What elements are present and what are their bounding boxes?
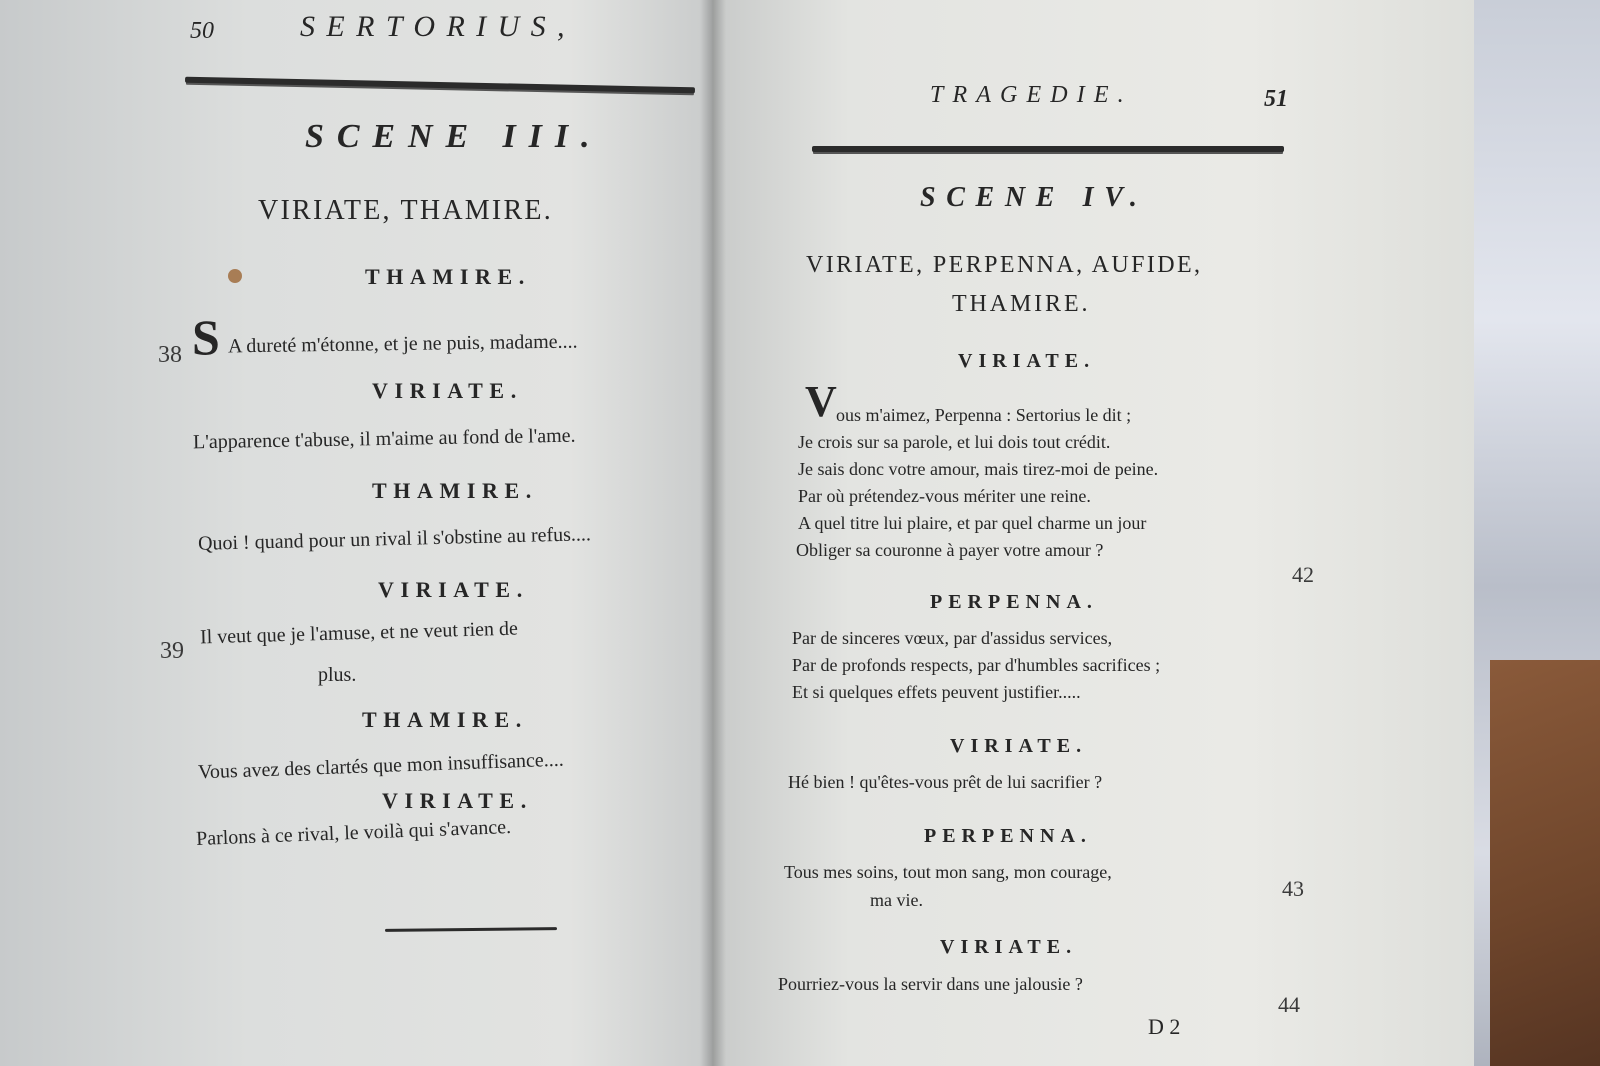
- scene-end-rule: [385, 927, 557, 932]
- verse-line: Par de sinceres vœux, par d'assidus services,: [792, 628, 1113, 648]
- margin-number: 44: [1278, 992, 1300, 1017]
- scene-title-right: SCENE IV.: [920, 182, 1148, 213]
- page-number-left: 50: [190, 18, 214, 44]
- speaker: VIRIATE.: [382, 788, 533, 813]
- header-rule-right: [812, 146, 1284, 152]
- verse-line: Vous avez des clartés que mon insuffisance....: [197, 748, 565, 784]
- ink-stain: [228, 269, 242, 283]
- header-rule-left: [185, 77, 695, 94]
- verse-line: Il veut que je l'amuse, et ne veut rien de: [199, 617, 519, 649]
- right-page: [712, 0, 1474, 1066]
- speaker: THAMIRE.: [362, 707, 528, 732]
- drop-cap: V: [805, 377, 837, 426]
- speaker: PERPENNA.: [930, 591, 1098, 613]
- verse-line: Parlons à ce rival, le voilà qui s'avance.: [195, 815, 512, 851]
- speaker: VIRIATE.: [940, 936, 1078, 958]
- verse-line: Pourriez-vous la servir dans une jalousie ?: [778, 974, 1083, 994]
- characters-right: VIRIATE, PERPENNA, AUFIDE,: [806, 252, 1203, 278]
- characters-left: VIRIATE, THAMIRE.: [258, 195, 553, 226]
- verse-line: A quel titre lui plaire, et par quel charme un jour: [798, 513, 1147, 533]
- verse-line: Hé bien ! qu'êtes-vous prêt de lui sacrifier ?: [788, 772, 1103, 792]
- running-title-left: SERTORIUS,: [300, 10, 576, 43]
- verse-line: Par de profonds respects, par d'humbles sacrifices ;: [792, 655, 1161, 675]
- verse-line: L'apparence t'abuse, il m'aime au fond de l'ame.: [192, 424, 576, 454]
- verse-line: Par où prétendez-vous mériter une reine.: [798, 486, 1091, 506]
- signature-mark: D 2: [1148, 1014, 1181, 1039]
- speaker: PERPENNA.: [924, 825, 1092, 847]
- verse-line: Quoi ! quand pour un rival il s'obstine au refus....: [197, 523, 592, 555]
- book-gutter: [700, 0, 726, 1066]
- drop-cap: S: [192, 309, 220, 365]
- margin-number: 43: [1282, 876, 1304, 901]
- verse-line: A dureté m'étonne, et je ne puis, madame....: [227, 330, 578, 358]
- running-title-right: TRAGEDIE.: [930, 82, 1133, 108]
- speaker: VIRIATE.: [958, 350, 1096, 372]
- verse-line-continued: ma vie.: [870, 890, 923, 910]
- background-table: [1490, 660, 1600, 1066]
- margin-number: 38: [158, 342, 182, 368]
- verse-line: Je crois sur sa parole, et lui dois tout crédit.: [798, 432, 1111, 452]
- margin-number: 39: [160, 638, 184, 664]
- speaker: THAMIRE.: [365, 264, 531, 289]
- characters-right-cont: THAMIRE.: [952, 291, 1091, 317]
- speaker: VIRIATE.: [950, 735, 1088, 757]
- verse-line: Obliger sa couronne à payer votre amour ?: [796, 540, 1104, 560]
- page-number-right: 51: [1264, 86, 1288, 112]
- left-page: [0, 0, 712, 1066]
- scene-title-left: SCENE III.: [305, 118, 603, 155]
- verse-line: Je sais donc votre amour, mais tirez-moi de peine.: [798, 459, 1159, 479]
- margin-number: 42: [1292, 562, 1314, 587]
- verse-line: ous m'aimez, Perpenna : Sertorius le dit ;: [836, 405, 1132, 425]
- verse-line-continued: plus.: [318, 664, 357, 686]
- speaker: VIRIATE.: [372, 378, 523, 403]
- speaker: THAMIRE.: [372, 478, 538, 503]
- verse-line: Et si quelques effets peuvent justifier.....: [792, 682, 1081, 702]
- speaker: VIRIATE.: [378, 577, 529, 602]
- verse-line: Tous mes soins, tout mon sang, mon courage,: [784, 862, 1112, 882]
